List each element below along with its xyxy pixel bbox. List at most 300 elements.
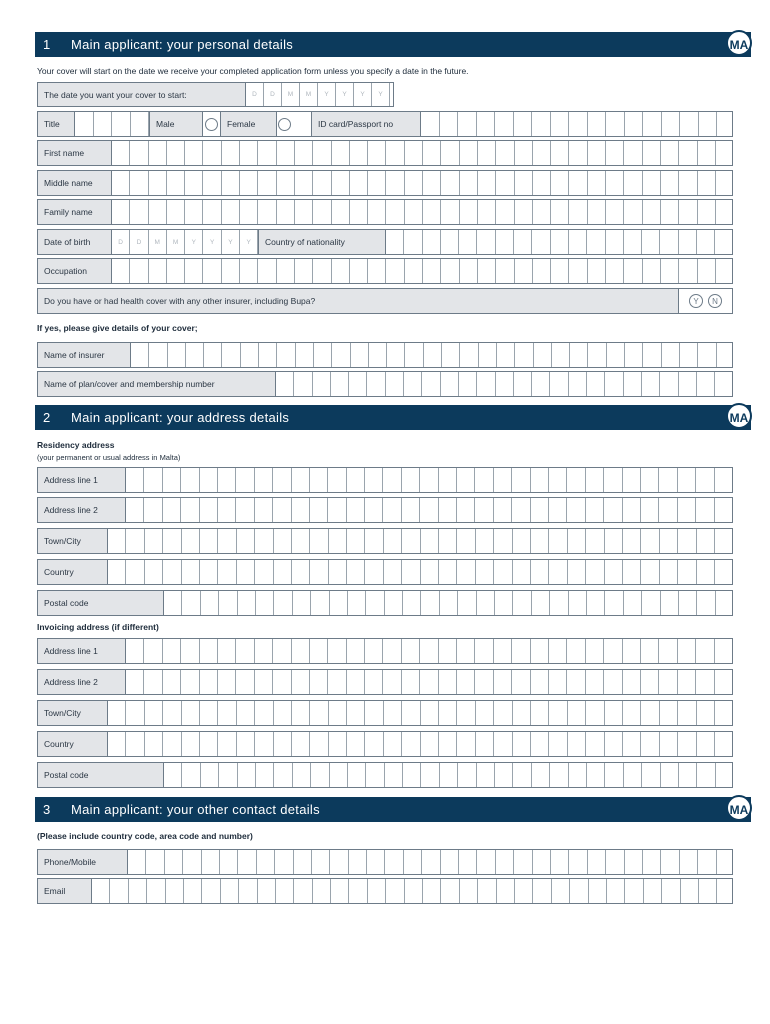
char-box[interactable] bbox=[384, 560, 402, 584]
char-box[interactable] bbox=[716, 171, 733, 195]
char-box[interactable] bbox=[532, 763, 550, 787]
char-box[interactable] bbox=[347, 529, 365, 553]
char-box[interactable] bbox=[494, 639, 512, 663]
char-box[interactable] bbox=[313, 171, 331, 195]
char-box[interactable] bbox=[108, 701, 126, 725]
char-box[interactable] bbox=[218, 639, 236, 663]
char-box[interactable] bbox=[512, 670, 530, 694]
char-box[interactable] bbox=[624, 230, 642, 254]
char-box[interactable] bbox=[533, 200, 551, 224]
char-box[interactable] bbox=[329, 732, 347, 756]
char-box[interactable] bbox=[460, 343, 478, 367]
char-box[interactable] bbox=[439, 639, 457, 663]
char-box[interactable] bbox=[514, 112, 533, 136]
char-box[interactable] bbox=[661, 200, 679, 224]
char-box[interactable] bbox=[494, 670, 512, 694]
char-box[interactable] bbox=[201, 591, 219, 615]
char-box[interactable] bbox=[661, 763, 679, 787]
char-box[interactable] bbox=[661, 850, 679, 874]
char-box[interactable] bbox=[457, 560, 475, 584]
char-box[interactable] bbox=[441, 171, 459, 195]
char-box[interactable] bbox=[641, 468, 659, 492]
char-box[interactable] bbox=[255, 498, 273, 522]
char-box[interactable] bbox=[218, 529, 236, 553]
char-box[interactable] bbox=[586, 560, 604, 584]
char-box[interactable] bbox=[662, 879, 680, 903]
char-box[interactable] bbox=[568, 732, 586, 756]
char-box[interactable] bbox=[460, 141, 478, 165]
char-box[interactable] bbox=[200, 670, 218, 694]
char-box[interactable] bbox=[496, 850, 514, 874]
char-box[interactable] bbox=[295, 200, 313, 224]
char-box[interactable] bbox=[200, 529, 218, 553]
char-box[interactable] bbox=[534, 343, 552, 367]
char-box[interactable] bbox=[496, 141, 514, 165]
char-box[interactable] bbox=[200, 639, 218, 663]
char-box[interactable] bbox=[129, 879, 147, 903]
char-box[interactable] bbox=[716, 259, 733, 283]
char-box[interactable] bbox=[255, 670, 273, 694]
char-box[interactable] bbox=[328, 639, 346, 663]
char-box[interactable] bbox=[533, 879, 551, 903]
char-box[interactable] bbox=[402, 670, 420, 694]
char-box[interactable] bbox=[128, 850, 146, 874]
char-box[interactable] bbox=[569, 141, 587, 165]
char-box[interactable] bbox=[441, 259, 459, 283]
char-box[interactable] bbox=[716, 141, 733, 165]
char-box[interactable] bbox=[496, 200, 514, 224]
char-box[interactable] bbox=[200, 560, 218, 584]
char-box[interactable] bbox=[108, 529, 126, 553]
char-box[interactable] bbox=[623, 670, 641, 694]
char-box[interactable] bbox=[532, 591, 550, 615]
char-box[interactable] bbox=[549, 560, 567, 584]
char-box[interactable] bbox=[439, 701, 457, 725]
char-box[interactable] bbox=[423, 879, 441, 903]
char-box[interactable] bbox=[641, 498, 659, 522]
char-box[interactable] bbox=[715, 639, 733, 663]
char-box[interactable] bbox=[348, 591, 366, 615]
char-box[interactable] bbox=[715, 468, 733, 492]
char-box[interactable] bbox=[549, 498, 567, 522]
char-box[interactable] bbox=[365, 468, 383, 492]
char-box[interactable] bbox=[660, 560, 678, 584]
char-box[interactable] bbox=[531, 468, 549, 492]
char-box[interactable] bbox=[365, 529, 383, 553]
char-box[interactable] bbox=[586, 639, 604, 663]
char-box[interactable] bbox=[402, 560, 420, 584]
char-box[interactable] bbox=[367, 850, 385, 874]
inv-town-input[interactable] bbox=[108, 701, 733, 725]
char-box[interactable] bbox=[351, 343, 369, 367]
female-radio[interactable] bbox=[278, 118, 291, 131]
char-box[interactable] bbox=[423, 259, 441, 283]
char-box[interactable] bbox=[328, 468, 346, 492]
char-box[interactable] bbox=[678, 639, 696, 663]
char-box[interactable] bbox=[477, 372, 495, 396]
char-box[interactable] bbox=[458, 112, 477, 136]
yes-option[interactable]: Y bbox=[689, 294, 703, 308]
char-box[interactable] bbox=[368, 171, 386, 195]
inv-address-line-2-input[interactable] bbox=[126, 670, 733, 694]
char-box[interactable] bbox=[624, 259, 642, 283]
char-box[interactable] bbox=[365, 498, 383, 522]
char-box[interactable] bbox=[568, 701, 586, 725]
char-box[interactable] bbox=[329, 560, 347, 584]
char-box[interactable] bbox=[697, 560, 715, 584]
char-box[interactable] bbox=[277, 171, 295, 195]
char-box[interactable] bbox=[423, 230, 441, 254]
char-box[interactable] bbox=[181, 498, 199, 522]
char-box[interactable] bbox=[459, 850, 477, 874]
char-box[interactable] bbox=[347, 732, 365, 756]
char-box[interactable] bbox=[569, 230, 587, 254]
char-box[interactable] bbox=[369, 343, 387, 367]
char-box[interactable] bbox=[513, 732, 531, 756]
char-box[interactable] bbox=[551, 259, 569, 283]
char-box[interactable] bbox=[513, 560, 531, 584]
char-box[interactable] bbox=[112, 200, 130, 224]
char-box[interactable] bbox=[387, 343, 405, 367]
char-box[interactable] bbox=[405, 200, 423, 224]
char-box[interactable] bbox=[149, 259, 167, 283]
char-box[interactable] bbox=[366, 591, 384, 615]
char-box[interactable] bbox=[477, 850, 495, 874]
char-box[interactable] bbox=[240, 171, 258, 195]
char-box[interactable] bbox=[586, 498, 604, 522]
char-box[interactable] bbox=[163, 468, 181, 492]
char-box[interactable] bbox=[551, 200, 569, 224]
date-char-box[interactable]: Y bbox=[372, 83, 390, 106]
char-box[interactable] bbox=[660, 732, 678, 756]
inv-country-input[interactable] bbox=[108, 732, 733, 756]
char-box[interactable] bbox=[219, 763, 237, 787]
char-box[interactable] bbox=[368, 879, 386, 903]
char-box[interactable] bbox=[586, 670, 604, 694]
char-box[interactable] bbox=[678, 732, 696, 756]
date-char-box[interactable]: Y bbox=[336, 83, 354, 106]
char-box[interactable] bbox=[405, 343, 423, 367]
char-box[interactable] bbox=[587, 372, 605, 396]
char-box[interactable] bbox=[277, 141, 295, 165]
char-box[interactable] bbox=[662, 112, 681, 136]
char-box[interactable] bbox=[218, 498, 236, 522]
char-box[interactable] bbox=[405, 259, 423, 283]
char-box[interactable] bbox=[681, 879, 699, 903]
char-box[interactable] bbox=[641, 529, 659, 553]
char-box[interactable] bbox=[164, 763, 182, 787]
char-box[interactable] bbox=[697, 372, 715, 396]
char-box[interactable] bbox=[368, 141, 386, 165]
char-box[interactable] bbox=[219, 591, 237, 615]
char-box[interactable] bbox=[457, 498, 475, 522]
char-box[interactable] bbox=[258, 200, 276, 224]
middle-name-input[interactable] bbox=[112, 171, 733, 195]
char-box[interactable] bbox=[222, 259, 240, 283]
char-box[interactable] bbox=[312, 850, 330, 874]
char-box[interactable] bbox=[476, 701, 494, 725]
char-box[interactable] bbox=[697, 732, 715, 756]
char-box[interactable] bbox=[165, 850, 183, 874]
char-box[interactable] bbox=[457, 701, 475, 725]
char-box[interactable] bbox=[588, 200, 606, 224]
char-box[interactable] bbox=[423, 200, 441, 224]
char-box[interactable] bbox=[679, 200, 697, 224]
char-box[interactable] bbox=[643, 343, 661, 367]
char-box[interactable] bbox=[589, 879, 607, 903]
char-box[interactable] bbox=[200, 498, 218, 522]
char-box[interactable] bbox=[144, 670, 162, 694]
char-box[interactable] bbox=[202, 879, 220, 903]
char-box[interactable] bbox=[222, 343, 240, 367]
char-box[interactable] bbox=[641, 701, 659, 725]
char-box[interactable] bbox=[715, 372, 733, 396]
char-box[interactable] bbox=[552, 343, 570, 367]
char-box[interactable] bbox=[588, 141, 606, 165]
char-box[interactable] bbox=[144, 639, 162, 663]
char-box[interactable] bbox=[310, 529, 328, 553]
char-box[interactable] bbox=[423, 141, 441, 165]
char-box[interactable] bbox=[604, 670, 622, 694]
char-box[interactable] bbox=[276, 372, 294, 396]
char-box[interactable] bbox=[699, 879, 717, 903]
char-box[interactable] bbox=[604, 639, 622, 663]
char-box[interactable] bbox=[642, 591, 660, 615]
char-box[interactable] bbox=[715, 498, 733, 522]
char-box[interactable] bbox=[514, 850, 532, 874]
char-box[interactable] bbox=[588, 850, 606, 874]
char-box[interactable] bbox=[549, 701, 567, 725]
char-box[interactable] bbox=[697, 701, 715, 725]
char-box[interactable] bbox=[441, 141, 459, 165]
family-name-input[interactable] bbox=[112, 200, 733, 224]
char-box[interactable] bbox=[202, 850, 220, 874]
char-box[interactable] bbox=[567, 468, 585, 492]
char-box[interactable] bbox=[696, 639, 714, 663]
char-box[interactable] bbox=[349, 879, 367, 903]
char-box[interactable] bbox=[587, 763, 605, 787]
char-box[interactable] bbox=[586, 732, 604, 756]
char-box[interactable] bbox=[439, 529, 457, 553]
char-box[interactable] bbox=[405, 171, 423, 195]
char-box[interactable] bbox=[237, 732, 255, 756]
char-box[interactable] bbox=[163, 732, 181, 756]
char-box[interactable] bbox=[458, 591, 476, 615]
char-box[interactable] bbox=[605, 560, 623, 584]
char-box[interactable] bbox=[347, 560, 365, 584]
char-box[interactable] bbox=[182, 701, 200, 725]
char-box[interactable] bbox=[163, 701, 181, 725]
char-box[interactable] bbox=[182, 732, 200, 756]
char-box[interactable] bbox=[405, 879, 423, 903]
char-box[interactable] bbox=[678, 670, 696, 694]
char-box[interactable] bbox=[311, 763, 329, 787]
char-box[interactable] bbox=[441, 372, 459, 396]
char-box[interactable] bbox=[422, 850, 440, 874]
char-box[interactable] bbox=[551, 171, 569, 195]
nationality-input[interactable] bbox=[386, 230, 733, 254]
char-box[interactable] bbox=[643, 200, 661, 224]
char-box[interactable] bbox=[236, 639, 254, 663]
char-box[interactable] bbox=[570, 879, 588, 903]
char-box[interactable] bbox=[625, 850, 643, 874]
char-box[interactable] bbox=[569, 171, 587, 195]
char-box[interactable] bbox=[332, 343, 350, 367]
date-char-box[interactable]: D bbox=[246, 83, 264, 106]
char-box[interactable] bbox=[476, 732, 494, 756]
char-box[interactable] bbox=[549, 639, 567, 663]
char-box[interactable] bbox=[292, 560, 310, 584]
char-box[interactable] bbox=[641, 560, 659, 584]
char-box[interactable] bbox=[588, 259, 606, 283]
char-box[interactable] bbox=[168, 343, 186, 367]
char-box[interactable] bbox=[680, 850, 698, 874]
char-box[interactable] bbox=[643, 259, 661, 283]
char-box[interactable] bbox=[478, 259, 496, 283]
char-box[interactable] bbox=[292, 701, 310, 725]
char-box[interactable] bbox=[440, 763, 458, 787]
char-box[interactable] bbox=[330, 850, 348, 874]
char-box[interactable] bbox=[533, 171, 551, 195]
char-box[interactable] bbox=[512, 639, 530, 663]
char-box[interactable] bbox=[475, 468, 493, 492]
char-box[interactable] bbox=[296, 343, 314, 367]
char-box[interactable] bbox=[222, 141, 240, 165]
char-box[interactable] bbox=[383, 639, 401, 663]
char-box[interactable] bbox=[292, 639, 310, 663]
char-box[interactable] bbox=[588, 171, 606, 195]
char-box[interactable] bbox=[182, 529, 200, 553]
char-box[interactable] bbox=[643, 141, 661, 165]
char-box[interactable] bbox=[588, 112, 607, 136]
char-box[interactable] bbox=[164, 591, 182, 615]
char-box[interactable] bbox=[145, 701, 163, 725]
char-box[interactable] bbox=[678, 468, 696, 492]
char-box[interactable] bbox=[697, 529, 715, 553]
char-box[interactable] bbox=[495, 112, 514, 136]
char-box[interactable] bbox=[126, 639, 144, 663]
char-box[interactable] bbox=[185, 171, 203, 195]
char-box[interactable] bbox=[348, 763, 366, 787]
date-char-box[interactable]: Y bbox=[240, 230, 258, 254]
char-box[interactable] bbox=[402, 529, 420, 553]
char-box[interactable] bbox=[550, 591, 568, 615]
char-box[interactable] bbox=[402, 639, 420, 663]
char-box[interactable] bbox=[623, 529, 641, 553]
char-box[interactable] bbox=[238, 591, 256, 615]
char-box[interactable] bbox=[715, 670, 733, 694]
char-box[interactable] bbox=[255, 560, 273, 584]
char-box[interactable] bbox=[624, 372, 642, 396]
char-box[interactable] bbox=[386, 200, 404, 224]
char-box[interactable] bbox=[365, 670, 383, 694]
char-box[interactable] bbox=[167, 259, 185, 283]
id-passport-input[interactable] bbox=[421, 112, 733, 136]
char-box[interactable] bbox=[659, 498, 677, 522]
char-box[interactable] bbox=[368, 259, 386, 283]
char-box[interactable] bbox=[126, 560, 144, 584]
char-box[interactable] bbox=[439, 468, 457, 492]
char-box[interactable] bbox=[661, 591, 679, 615]
char-box[interactable] bbox=[365, 560, 383, 584]
char-box[interactable] bbox=[624, 141, 642, 165]
char-box[interactable] bbox=[273, 468, 291, 492]
char-box[interactable] bbox=[533, 141, 551, 165]
char-box[interactable] bbox=[108, 560, 126, 584]
char-box[interactable] bbox=[587, 591, 605, 615]
char-box[interactable] bbox=[513, 591, 531, 615]
char-box[interactable] bbox=[607, 879, 625, 903]
char-box[interactable] bbox=[531, 639, 549, 663]
char-box[interactable] bbox=[163, 560, 181, 584]
char-box[interactable] bbox=[258, 259, 276, 283]
char-box[interactable] bbox=[623, 701, 641, 725]
char-box[interactable] bbox=[421, 112, 440, 136]
char-box[interactable] bbox=[314, 343, 332, 367]
char-box[interactable] bbox=[203, 171, 221, 195]
char-box[interactable] bbox=[255, 701, 273, 725]
char-box[interactable] bbox=[497, 879, 515, 903]
char-box[interactable] bbox=[330, 591, 348, 615]
date-char-box[interactable]: M bbox=[149, 230, 167, 254]
char-box[interactable] bbox=[643, 171, 661, 195]
char-box[interactable] bbox=[292, 498, 310, 522]
char-box[interactable] bbox=[459, 372, 477, 396]
char-box[interactable] bbox=[294, 372, 312, 396]
char-box[interactable] bbox=[623, 732, 641, 756]
char-box[interactable] bbox=[660, 230, 678, 254]
char-box[interactable] bbox=[623, 560, 641, 584]
char-box[interactable] bbox=[126, 498, 144, 522]
char-box[interactable] bbox=[405, 141, 423, 165]
char-box[interactable] bbox=[255, 639, 273, 663]
char-box[interactable] bbox=[237, 701, 255, 725]
char-box[interactable] bbox=[642, 230, 660, 254]
char-box[interactable] bbox=[494, 529, 512, 553]
char-box[interactable] bbox=[386, 171, 404, 195]
char-box[interactable] bbox=[606, 850, 624, 874]
char-box[interactable] bbox=[551, 850, 569, 874]
char-box[interactable] bbox=[241, 343, 259, 367]
char-box[interactable] bbox=[311, 591, 329, 615]
char-box[interactable] bbox=[424, 343, 442, 367]
char-box[interactable] bbox=[605, 372, 623, 396]
char-box[interactable] bbox=[149, 200, 167, 224]
char-box[interactable] bbox=[349, 850, 367, 874]
char-box[interactable] bbox=[551, 230, 569, 254]
char-box[interactable] bbox=[108, 732, 126, 756]
char-box[interactable] bbox=[332, 200, 350, 224]
char-box[interactable] bbox=[660, 372, 678, 396]
char-box[interactable] bbox=[403, 763, 421, 787]
char-box[interactable] bbox=[549, 468, 567, 492]
inv-address-line-1-input[interactable] bbox=[126, 639, 733, 663]
char-box[interactable] bbox=[569, 259, 587, 283]
char-box[interactable] bbox=[458, 763, 476, 787]
first-name-input[interactable] bbox=[112, 141, 733, 165]
char-box[interactable] bbox=[328, 670, 346, 694]
char-box[interactable] bbox=[494, 468, 512, 492]
char-box[interactable] bbox=[475, 670, 493, 694]
char-box[interactable] bbox=[273, 670, 291, 694]
char-box[interactable] bbox=[642, 763, 660, 787]
char-box[interactable] bbox=[145, 529, 163, 553]
char-box[interactable] bbox=[550, 372, 568, 396]
char-box[interactable] bbox=[386, 372, 404, 396]
char-box[interactable] bbox=[331, 879, 349, 903]
char-box[interactable] bbox=[698, 343, 716, 367]
char-box[interactable] bbox=[549, 732, 567, 756]
